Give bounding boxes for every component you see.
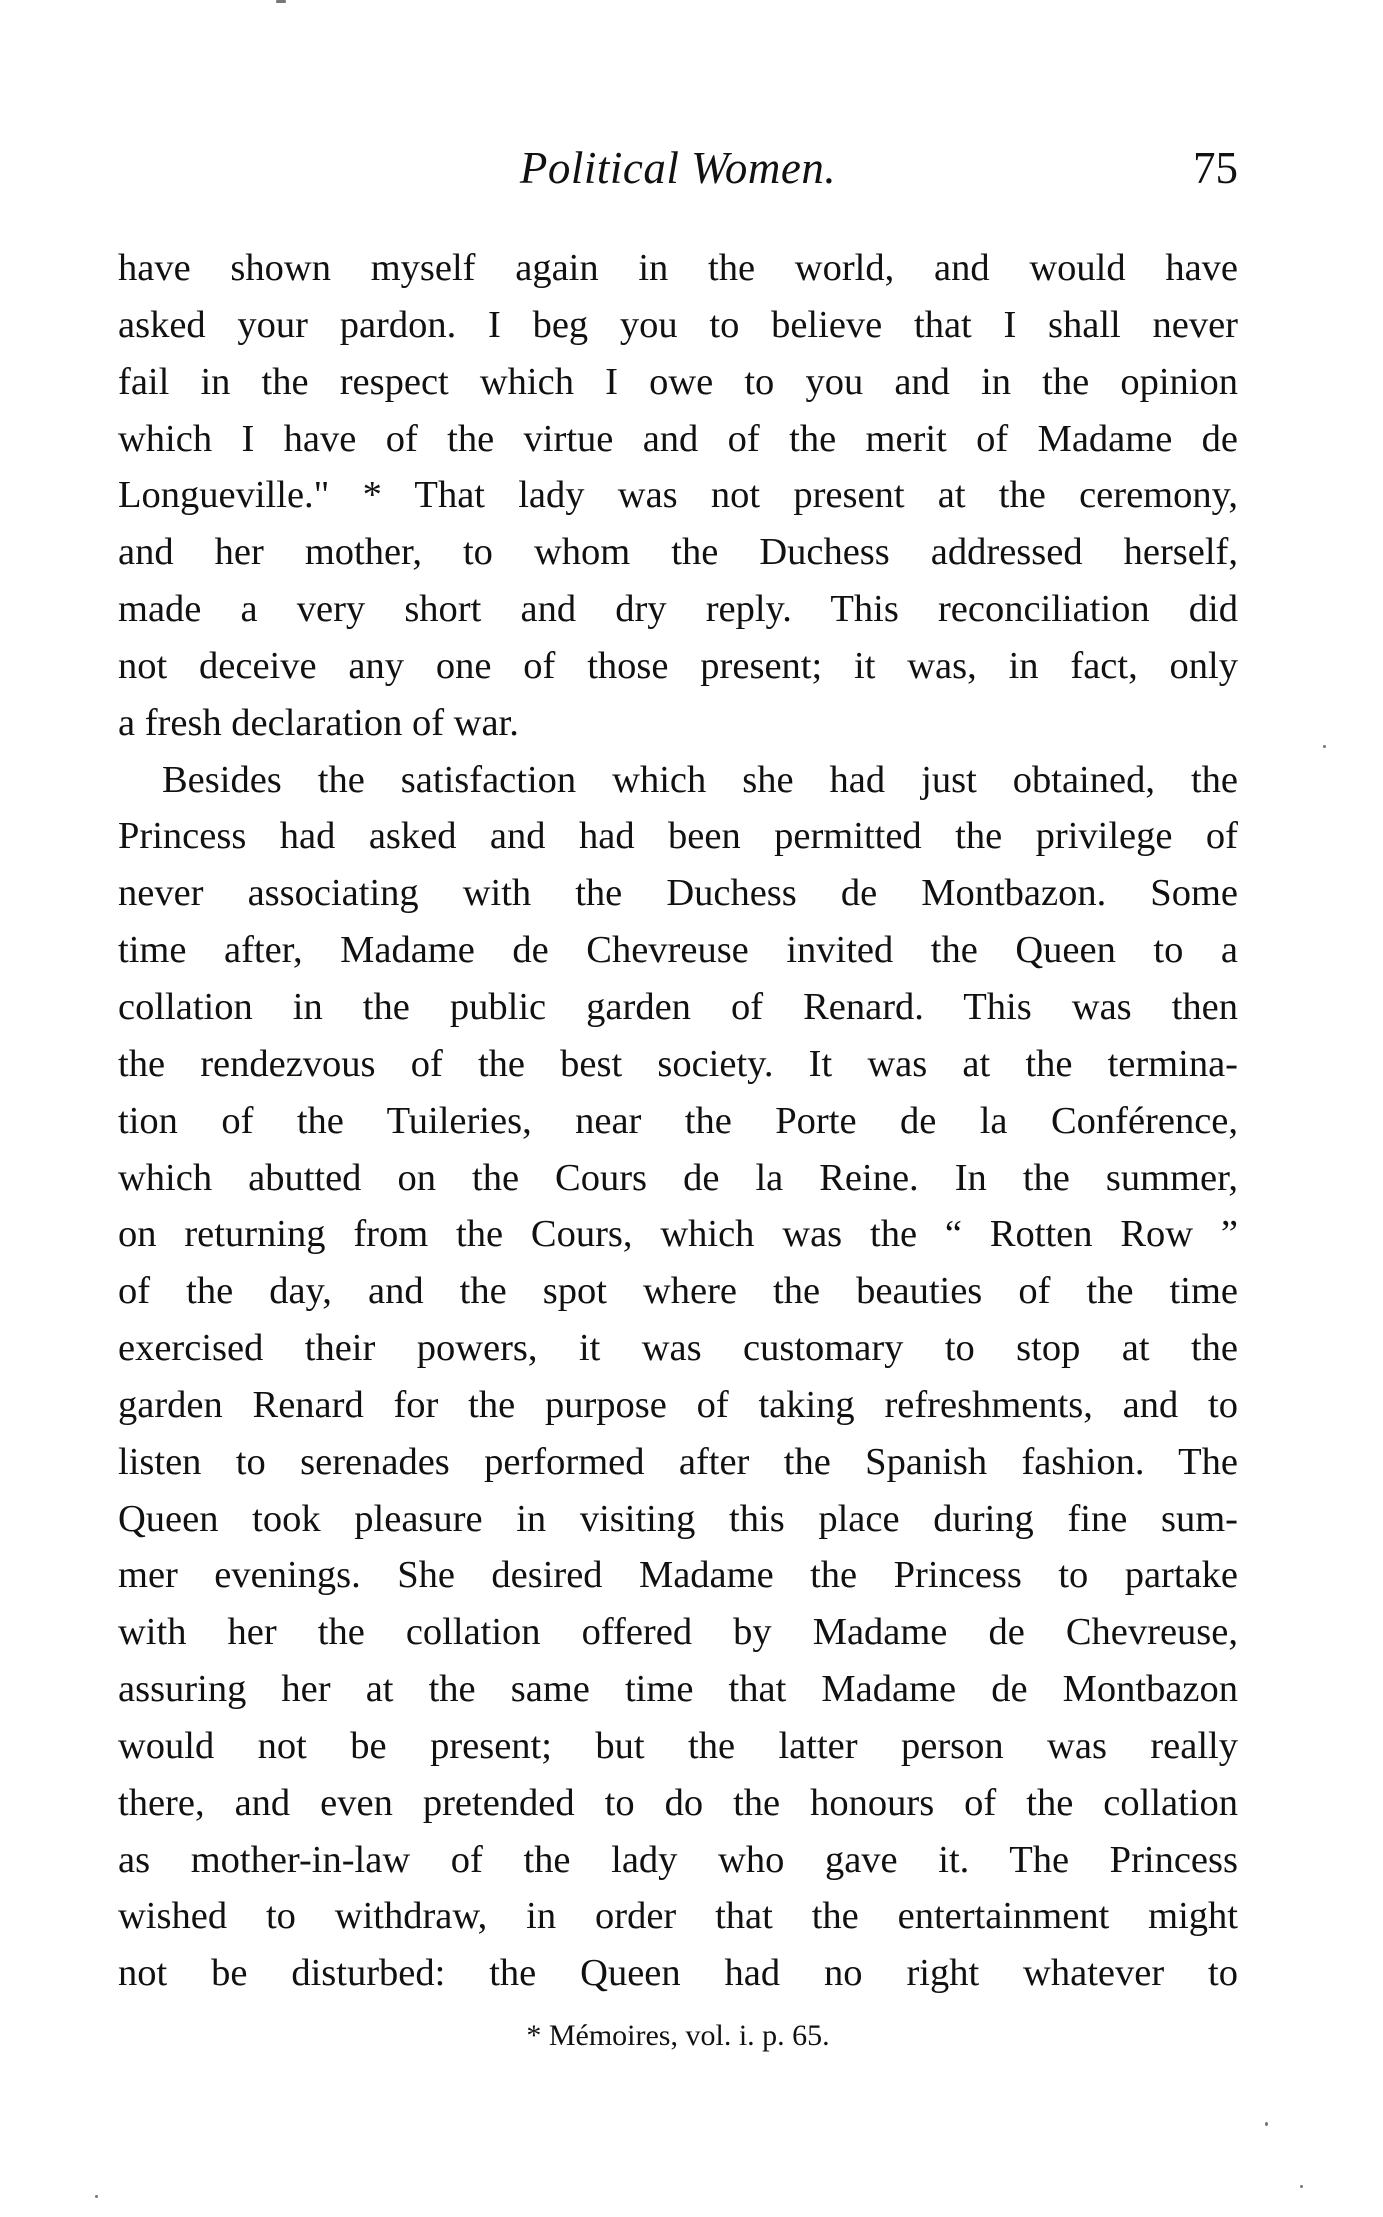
text-line: on returning from the Cours, which was the “ Rotten Row ” <box>118 1213 1238 1256</box>
scan-speck <box>1300 2185 1303 2188</box>
text-line: assuring her at the same time that Madame de Montbazon <box>118 1668 1238 1711</box>
text-line: there, and even pretended to do the honours of the collation <box>118 1781 1238 1824</box>
text-line: fail in the respect which I owe to you and in the opinion <box>118 360 1238 403</box>
text-line: listen to serenades performed after the Spanish fashion. The <box>118 1440 1238 1483</box>
running-title: Political Women. <box>519 143 837 193</box>
page-number: 75 <box>1193 143 1238 193</box>
text-line: Besides the satisfaction which she had just obtained, the <box>162 758 1238 801</box>
text-line: not deceive any one of those present; it was, in fact, only <box>118 644 1238 687</box>
text-line: garden Renard for the purpose of taking refreshments, and to <box>118 1383 1238 1426</box>
text-line: which I have of the virtue and of the merit of Madame de <box>118 417 1238 460</box>
scan-speck <box>95 2195 98 2198</box>
running-head <box>118 138 1238 198</box>
text-line: the rendezvous of the best society. It was at the termina- <box>118 1042 1238 1085</box>
text-line: exercised their powers, it was customary to stop at the <box>118 1327 1238 1370</box>
footnote: * Mémoires, vol. i. p. 65. <box>526 2019 830 2052</box>
text-line: a fresh declaration of war. <box>118 701 519 744</box>
scan-speck <box>276 0 286 3</box>
text-line: time after, Madame de Chevreuse invited the Queen to a <box>118 929 1238 972</box>
text-line: collation in the public garden of Renard. This was then <box>118 985 1238 1028</box>
text-line: Queen took pleasure in visiting this place during fine sum- <box>118 1497 1238 1540</box>
text-line: have shown myself again in the world, and would have <box>118 247 1238 289</box>
scan-speck <box>1265 2122 1268 2126</box>
text-line: which abutted on the Cours de la Reine. In the summer, <box>118 1156 1238 1199</box>
text-line: would not be present; but the latter person was really <box>118 1724 1238 1767</box>
text-line: asked your pardon. I beg you to believe that I shall never <box>118 303 1238 346</box>
text-line: Princess had asked and had been permitted the privilege of <box>118 815 1238 858</box>
text-line: as mother-in-law of the lady who gave it. The Princess <box>118 1838 1238 1881</box>
text-line: with her the collation offered by Madame de Chevreuse, <box>118 1611 1238 1654</box>
text-line: of the day, and the spot where the beauties of the time <box>118 1270 1238 1313</box>
text-line: tion of the Tuileries, near the Porte de la Conférence, <box>118 1099 1238 1142</box>
text-line: mer evenings. She desired Madame the Princess to partake <box>118 1554 1238 1597</box>
text-line: and her mother, to whom the Duchess addressed herself, <box>118 531 1238 574</box>
text-line: Longueville." * That lady was not present at the ceremony, <box>118 474 1238 517</box>
text-line: wished to withdraw, in order that the entertainment might <box>118 1895 1238 1938</box>
scan-speck <box>1323 745 1326 748</box>
text-line: made a very short and dry reply. This reconciliation did <box>118 588 1238 631</box>
body-text <box>118 240 1238 2002</box>
text-line: never associating with the Duchess de Montbazon. Some <box>118 872 1238 915</box>
text-line: not be disturbed: the Queen had no right whatever to <box>118 1952 1238 1995</box>
